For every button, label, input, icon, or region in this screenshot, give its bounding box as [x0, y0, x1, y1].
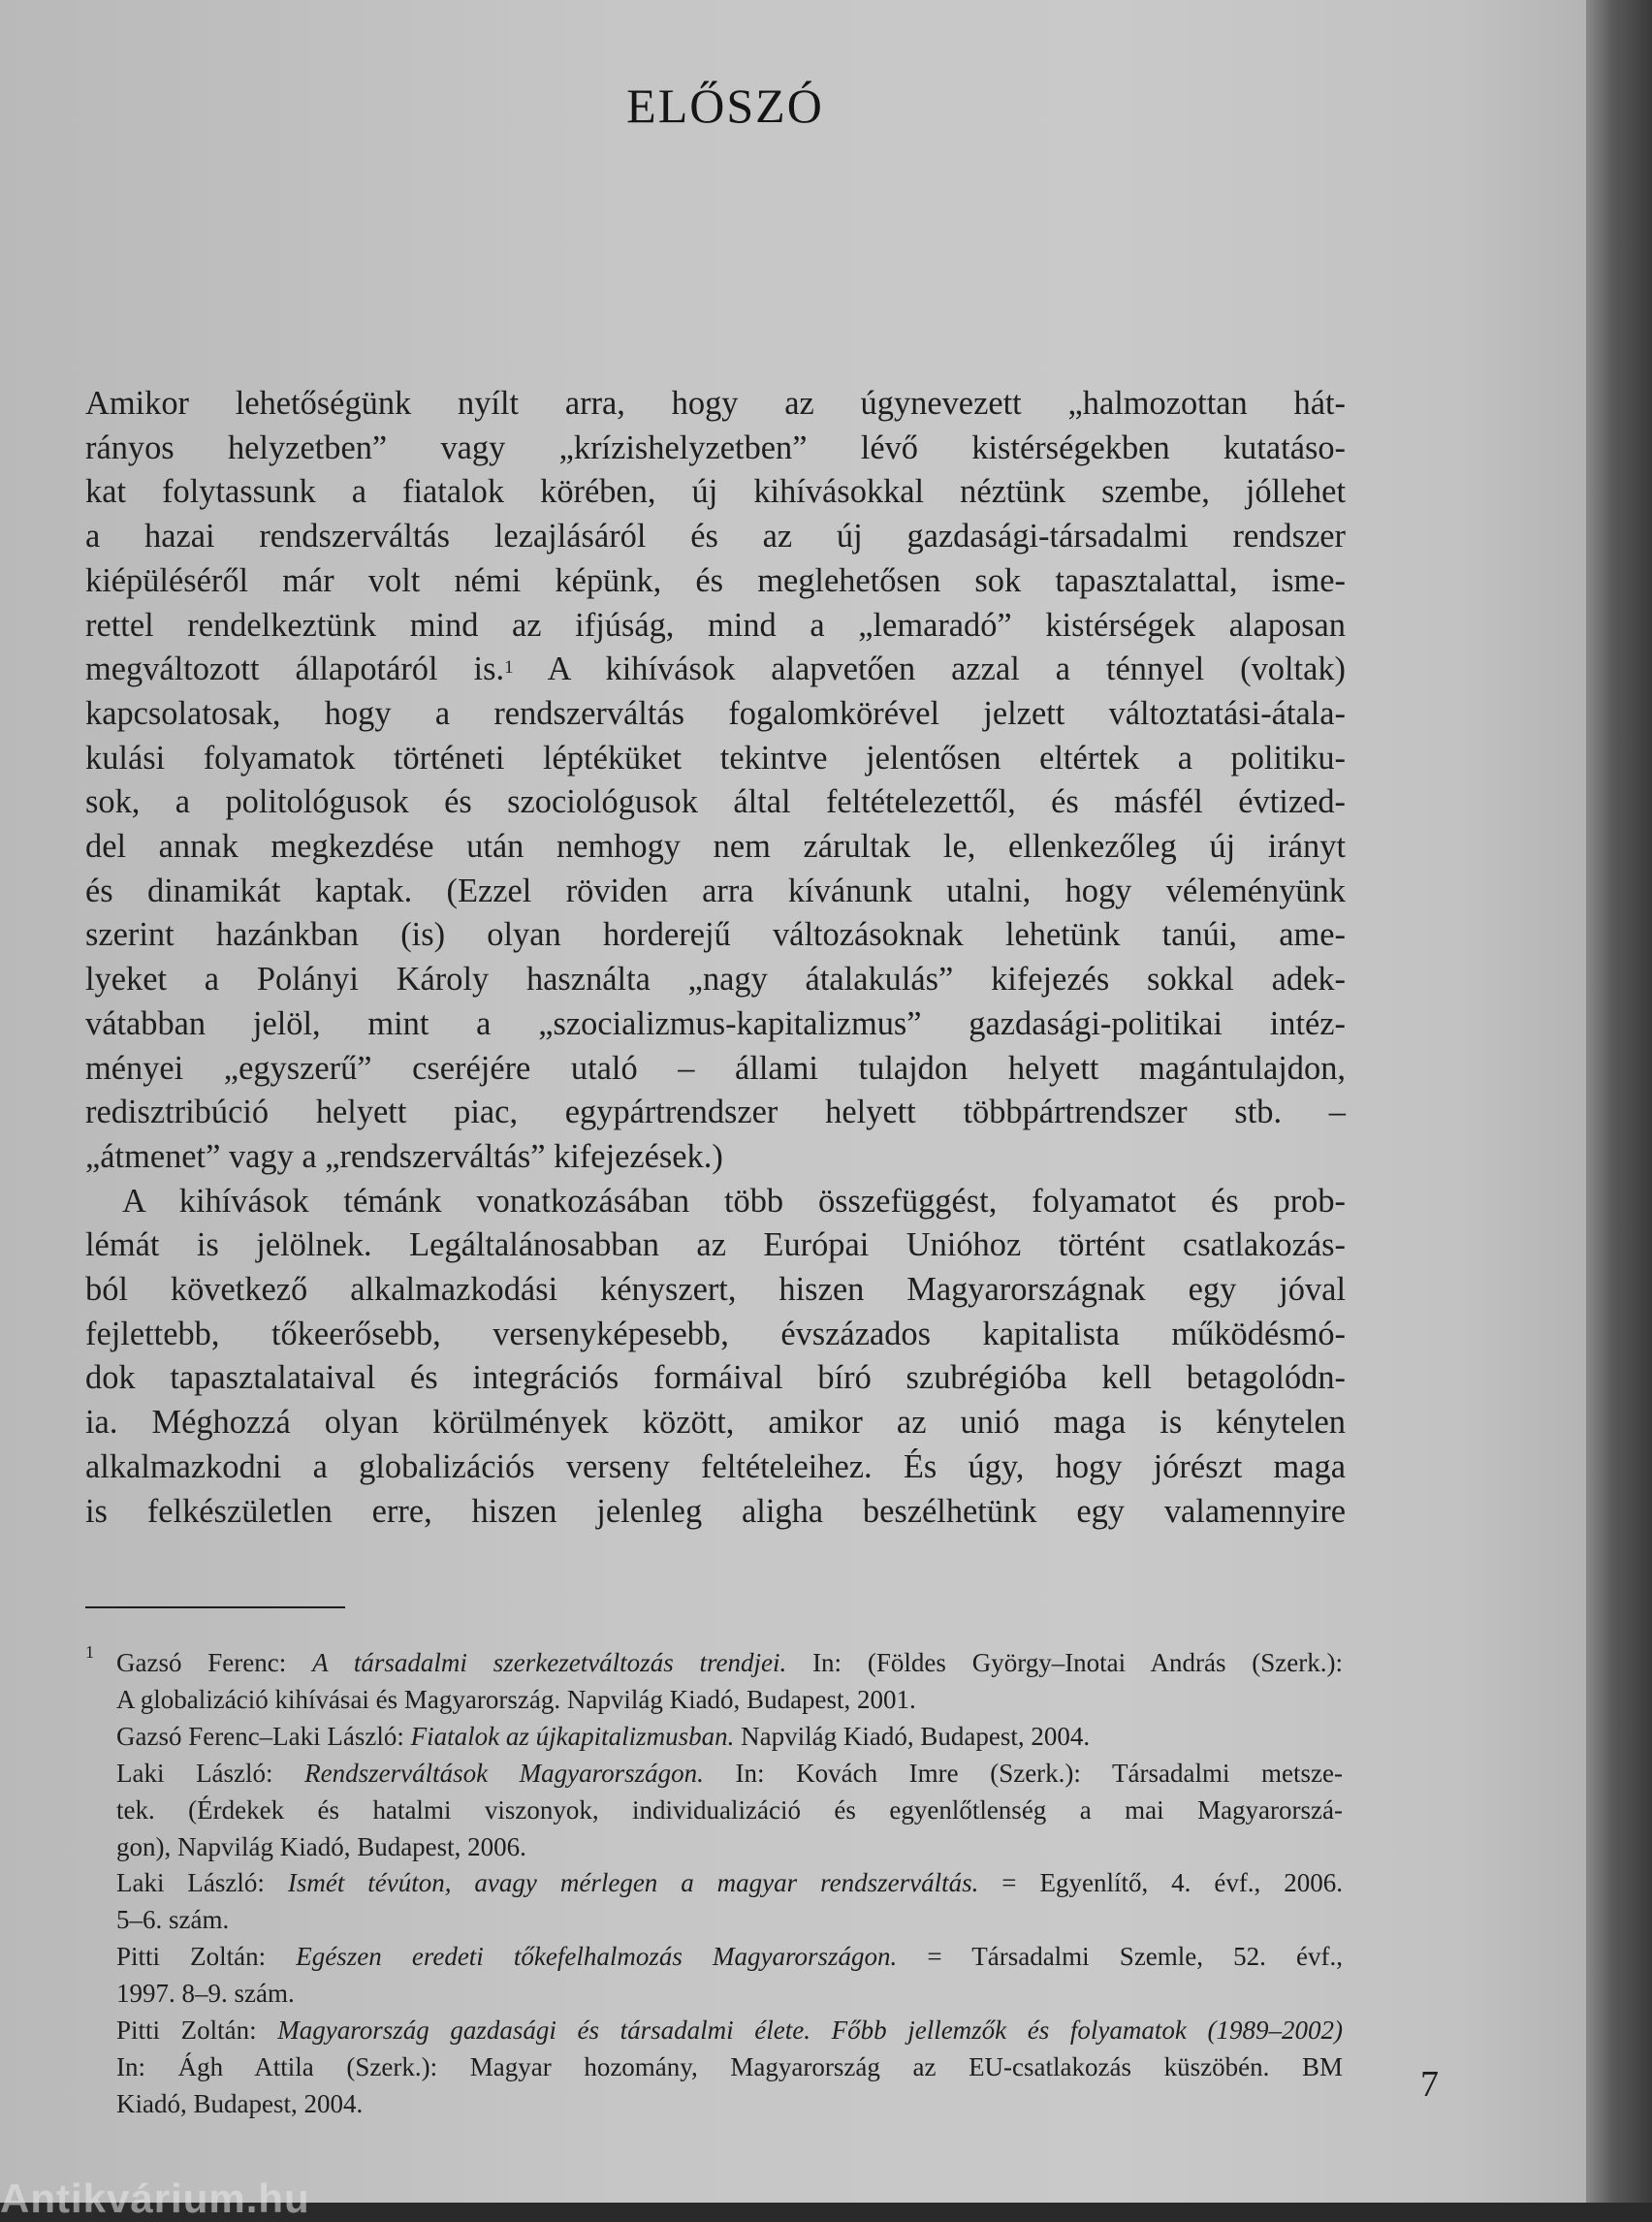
text-line: dok tapasztalataival és integrációs formáival bíró szubrégióba kell betagolódn-	[85, 1359, 1346, 1397]
text-line: kapcsolatosak, hogy a rendszerváltás fogalomkörével jelzett változtatási-átala-	[85, 694, 1346, 732]
footnote-title: Rendszerváltások Magyarországon.	[304, 1758, 704, 1788]
footnote-line	[116, 1719, 1343, 1756]
footnote-line	[116, 1939, 1343, 1976]
footnote-text: Laki László:	[116, 1758, 305, 1788]
text-line: szerint hazánkban (is) olyan horderejű változásoknak lehetünk tanúi, ame-	[85, 916, 1346, 954]
footnote-line: Kiadó, Budapest, 2004.	[116, 2088, 364, 2118]
page-number: 7	[1420, 2064, 1439, 2105]
text-line: ményei „egyszerű” cseréjére utaló – állami tulajdon helyett magántulajdon,	[85, 1049, 1346, 1087]
text-line: rettel rendelkeztünk mind az ifjúság, mind a „lemaradó” kistérségek alaposan	[85, 606, 1346, 644]
text-segment: megváltozott állapotáról is.	[85, 651, 505, 688]
footnote-line	[116, 1645, 1343, 1682]
footnote-line: gon), Napvilág Kiadó, Budapest, 2006.	[116, 1831, 526, 1861]
footnote-line	[116, 2013, 1343, 2049]
text-line: kat folytassunk a fiatalok körében, új kihívásokkal néztünk szembe, jóllehet	[85, 473, 1346, 511]
footnote-line	[116, 1756, 1343, 1793]
footnote-text: Napvilág Kiadó, Budapest, 2004.	[734, 1721, 1091, 1751]
text-line: ból következő alkalmazkodási kényszert, hiszen Magyarországnak egy jóval	[85, 1271, 1346, 1309]
footnotes	[116, 1645, 1343, 2123]
footnote-title: Fiatalok az újkapitalizmusban.	[410, 1721, 735, 1751]
text-line: sok, a politológusok és szociológusok által feltételezettől, és másfél évtized-	[85, 783, 1346, 821]
footnote-text: Gazsó Ferenc:	[116, 1648, 313, 1677]
text-line	[85, 648, 1346, 692]
text-line: redisztribúció helyett piac, egypártrendszer helyett többpártrendszer stb. –	[85, 1094, 1346, 1131]
footnote-line	[116, 1865, 1343, 1902]
footnote-line: 5–6. szám.	[116, 1905, 230, 1935]
footnote-text: = Egyenlítő, 4. évf., 2006.	[978, 1868, 1344, 1898]
footnote-line: tek. (Érdekek és hatalmi viszonyok, individualizáció és egyenlőtlenség a mai Magyarorszá-	[116, 1794, 1343, 1825]
text-line: ia. Méghozzá olyan körülmények között, amikor az unió maga is kénytelen	[85, 1404, 1346, 1442]
footnote-line: In: Ágh Attila (Szerk.): Magyar hozomány, Magyarország az EU-csatlakozás küszöbén. BM	[116, 2051, 1343, 2081]
footnote-text: In: Kovách Imre (Szerk.): Társadalmi metsze-	[703, 1758, 1343, 1788]
footnote-text: Laki László:	[116, 1868, 288, 1898]
footnote-text: Pitti Zoltán:	[116, 1942, 297, 1972]
paragraph-1	[85, 382, 1346, 1180]
footnote-title: Egészen eredeti tőkefelhalmozás Magyarországon.	[296, 1942, 898, 1972]
body-text	[85, 382, 1346, 1534]
footnote-text: In: (Földes György–Inotai András (Szerk.):	[786, 1648, 1344, 1677]
footnote-marker: 1	[85, 1642, 94, 1662]
footnote-title: Ismét tévúton, avagy mérlegen a magyar rendszerváltás.	[287, 1868, 979, 1898]
paragraph-2	[85, 1180, 1346, 1535]
text-line: is felkészületlen erre, hiszen jelenleg aligha beszélhetünk egy valamennyire	[85, 1492, 1346, 1530]
text-line: kulási folyamatok történeti léptéküket tekintve jelentősen eltértek a politiku-	[85, 739, 1346, 777]
text-line: rányos helyzetben” vagy „krízishelyzetben” lévő kistérségekben kutatáso-	[85, 429, 1346, 466]
book-gutter	[1586, 0, 1652, 2203]
watermark: Antikvárium.hu	[0, 2175, 310, 2221]
footnote-title: Magyarország gazdasági és társadalmi élete. Főbb jellemzők és folyamatok (1989–2002)	[277, 2016, 1343, 2046]
text-line: és dinamikát kaptak. (Ezzel röviden arra kívánunk utalni, hogy véleményünk	[85, 872, 1346, 909]
text-segment: A kihívások alapvetően azzal a ténnyel (voltak)	[547, 651, 1347, 688]
text-line: kiépüléséről már volt némi képünk, és meglehetősen sok tapasztalattal, isme-	[85, 561, 1346, 599]
footnote-line: 1997. 8–9. szám.	[116, 1979, 295, 2009]
footnote-title: A társadalmi szerkezetváltozás trendjei.	[312, 1648, 787, 1677]
footnote-reference: 1	[504, 657, 514, 679]
footnote-text: = Társadalmi Szemle, 52. évf.,	[897, 1942, 1343, 1972]
text-line: Amikor lehetőségünk nyílt arra, hogy az úgynevezett „halmozottan hát-	[85, 385, 1346, 422]
footnote-line: A globalizáció kihívásai és Magyarország. Napvilág Kiadó, Budapest, 2001.	[116, 1684, 916, 1714]
text-line: alkalmazkodni a globalizációs verseny feltételeihez. És úgy, hogy jórészt maga	[85, 1447, 1346, 1485]
text-line: lyeket a Polányi Károly használta „nagy átalakulás” kifejezés sokkal adek-	[85, 961, 1346, 999]
text-line: vátabban jelöl, mint a „szocializmus-kapitalizmus” gazdasági-politikai intéz-	[85, 1004, 1346, 1042]
page-title: ELŐSZÓ	[626, 79, 824, 133]
footnote-divider	[85, 1606, 345, 1608]
footnote-text: Pitti Zoltán:	[116, 2016, 278, 2046]
text-line: „átmenet” vagy a „rendszerváltás” kifejezések.)	[85, 1137, 723, 1175]
text-line: fejlettebb, tőkeerősebb, versenyképesebb, évszázados kapitalista működésmó-	[85, 1315, 1346, 1352]
text-line: A kihívások témánk vonatkozásában több összefüggést, folyamatot és prob-	[122, 1182, 1346, 1220]
text-line: del annak megkezdése után nemhogy nem zárultak le, ellenkezőleg új irányt	[85, 828, 1346, 866]
text-line: a hazai rendszerváltás lezajlásáról és az új gazdasági-társadalmi rendszer	[85, 518, 1346, 556]
text-line: lémát is jelölnek. Legáltalánosabban az Európai Unióhoz történt csatlakozás-	[85, 1226, 1346, 1264]
footnote-text: Gazsó Ferenc–Laki László:	[116, 1721, 411, 1751]
